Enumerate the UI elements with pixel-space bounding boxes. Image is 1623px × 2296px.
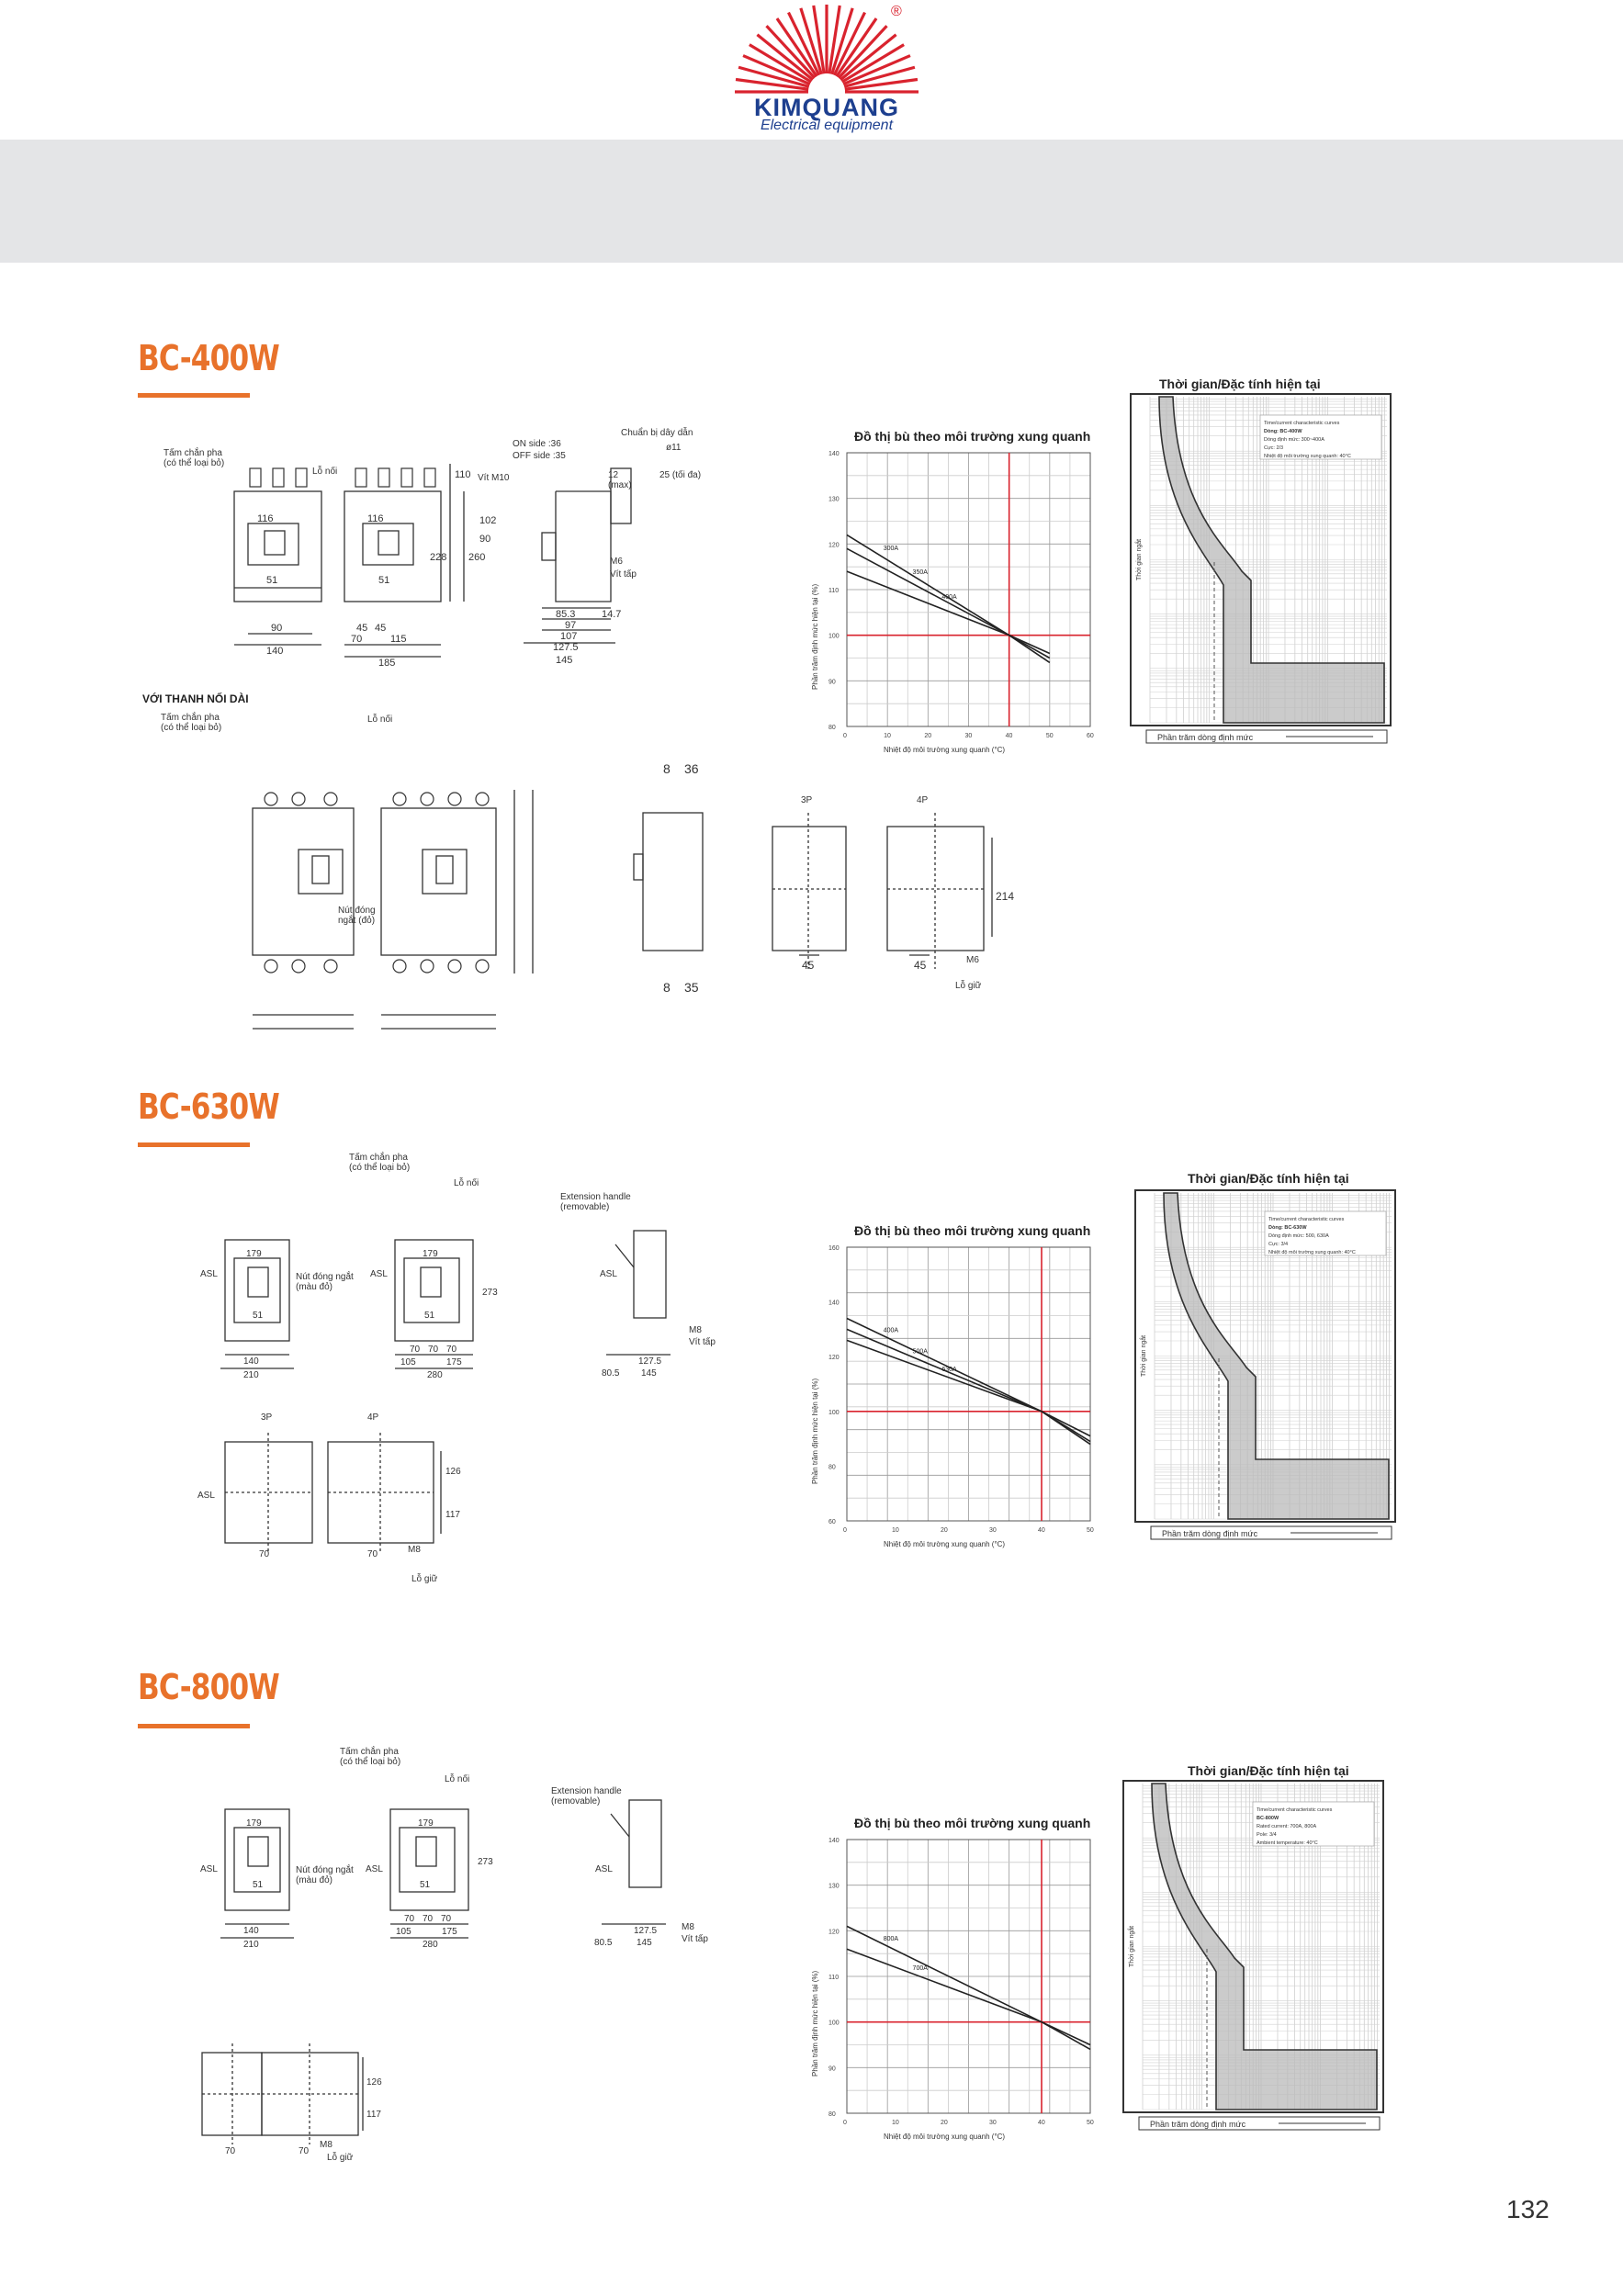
dim-70c: 70 — [446, 1345, 457, 1355]
tc-x-axis-label: Phần trăm dòng định mức — [1157, 733, 1254, 742]
label-tap-screw: Vít tấp — [689, 1337, 716, 1347]
dim-51b: 51 — [420, 1880, 431, 1890]
terminal — [250, 468, 261, 487]
temp-compensation-chart-bc800w — [808, 1832, 1111, 2144]
label-asl-b: ASL — [366, 1864, 383, 1874]
x-tick-label: 50 — [1087, 2120, 1094, 2126]
y-axis-label: Phần trăm định mức hiện tại (%) — [811, 1378, 819, 1484]
label-max25: 25 (tối đa) — [659, 470, 702, 480]
dim-179a: 179 — [246, 1249, 262, 1259]
dim-51a: 51 — [266, 575, 278, 586]
y-axis-label: Phần trăm định mức hiện tại (%) — [811, 583, 819, 690]
tc-legend-line: Nhiệt độ môi trường xung quanh: 40°C — [1264, 454, 1351, 459]
dim-273: 273 — [482, 1288, 498, 1298]
dim-102: 102 — [479, 515, 497, 526]
tc-legend-line: BC-800W — [1257, 1816, 1279, 1821]
x-tick-label: 10 — [884, 733, 891, 739]
label-m8: M8 — [689, 1325, 702, 1335]
page-number: 132 — [1506, 2195, 1550, 2223]
model-underline — [138, 1724, 250, 1728]
label-m8-2: M8 — [320, 2140, 332, 2150]
dim-175: 175 — [442, 1927, 457, 1937]
dim-70d: 70 — [259, 1549, 270, 1559]
y-tick-label: 100 — [828, 1409, 840, 1416]
time-current-chart-bc800w — [1122, 1780, 1384, 2133]
label-with-extension: VỚI THANH NỐI DÀI — [142, 692, 249, 705]
tc-legend — [1260, 415, 1381, 459]
dim-126: 126 — [366, 2077, 382, 2088]
label-3p: 3P — [801, 795, 813, 805]
x-axis-label: Nhiệt độ môi trường xung quanh (°C) — [884, 2133, 1006, 2141]
dim-228: 228 — [430, 552, 447, 563]
model-underline — [138, 393, 250, 398]
y-tick-label: 80 — [828, 725, 836, 731]
terminal-hole — [421, 793, 434, 805]
x-tick-label: 30 — [989, 1527, 997, 1534]
dim-179b: 179 — [418, 1818, 434, 1829]
temp-chart-title-bc630w: Đồ thị bù theo môi trường xung quanh — [854, 1223, 1091, 1238]
dim-80-5: 80.5 — [602, 1368, 620, 1379]
tc-legend-line: Dòng: BC-400W — [1264, 429, 1302, 434]
x-tick-label: 10 — [892, 2120, 899, 2126]
dim-70: 70 — [351, 634, 363, 645]
y-tick-label: 120 — [828, 1929, 840, 1936]
mounting-plate-drawing-bc400w — [772, 808, 1015, 974]
tc-legend — [1265, 1211, 1386, 1255]
dim-210: 210 — [243, 1940, 259, 1950]
terminal-hole — [292, 960, 305, 973]
y-tick-label: 130 — [828, 1883, 840, 1890]
dim-145: 145 — [556, 655, 573, 666]
dim-115: 115 — [390, 634, 407, 645]
dim-97: 97 — [565, 620, 577, 631]
dimension-drawing-bc800w — [184, 1745, 772, 2156]
terminal — [401, 468, 412, 487]
label-asl-a: ASL — [200, 1269, 218, 1279]
terminal-hole — [265, 793, 277, 805]
dim-70e: 70 — [367, 1549, 378, 1559]
dim-280: 280 — [423, 1940, 438, 1950]
terminal-hole — [324, 793, 337, 805]
dim-179a: 179 — [246, 1818, 262, 1829]
dim-35: 35 — [684, 980, 699, 995]
dim-185: 185 — [378, 658, 396, 669]
dim-179b: 179 — [423, 1249, 438, 1259]
label-3p: 3P — [261, 1412, 273, 1423]
y-axis-label: Phần trăm định mức hiện tại (%) — [811, 1970, 819, 2077]
terminal — [296, 468, 307, 487]
series-label: 300A — [883, 545, 899, 552]
dim-90b: 90 — [479, 534, 491, 545]
label-holder-hole: Lỗ giữ — [327, 2153, 354, 2163]
tc-legend-line: Time/current characteristic curves — [1257, 1807, 1333, 1813]
terminal — [355, 468, 366, 487]
label-4p: 4P — [367, 1412, 379, 1423]
terminal-hole — [448, 960, 461, 973]
y-tick-label: 100 — [828, 633, 840, 640]
tc-legend-line: Cực: 2/3 — [1264, 445, 1284, 451]
y-tick-label: 110 — [828, 1975, 840, 1981]
label-m6-2: M6 — [966, 955, 979, 965]
registered-mark: ® — [891, 4, 902, 19]
x-tick-label: 0 — [843, 733, 847, 739]
dim-116b: 116 — [367, 513, 384, 524]
dim-45a: 45 — [356, 623, 368, 634]
label-phase-barrier-2: Tấm chắn pha (có thể loại bỏ) — [161, 713, 222, 733]
x-tick-label: 50 — [1045, 733, 1054, 739]
series-label: 700A — [912, 1965, 928, 1973]
terminal-hole — [393, 960, 406, 973]
series-label: 350A — [912, 569, 928, 577]
tc-y-axis-label: Thời gian ngắt — [1141, 1334, 1147, 1377]
terminal — [378, 468, 389, 487]
model-title-bc630w: BC-630W — [138, 1086, 279, 1127]
terminal-hole — [476, 960, 489, 973]
temp-compensation-chart-bc630w — [808, 1240, 1111, 1552]
tc-legend — [1253, 1802, 1374, 1846]
label-asl-c: ASL — [600, 1269, 617, 1279]
label-extension-handle: Extension handle (removable) — [551, 1786, 622, 1806]
series-label: 400A — [883, 1327, 899, 1334]
tc-x-axis-label: Phần trăm dòng định mức — [1162, 1529, 1258, 1538]
x-tick-label: 30 — [989, 2120, 997, 2126]
dim-140: 140 — [243, 1926, 259, 1936]
model-underline — [138, 1142, 250, 1147]
dim-105: 105 — [400, 1357, 416, 1367]
dim-105: 105 — [396, 1927, 411, 1937]
dim-85-3: 85.3 — [556, 609, 576, 620]
x-tick-label: 40 — [1038, 1527, 1045, 1534]
terminal — [424, 468, 435, 487]
dim-51b: 51 — [424, 1311, 435, 1321]
series-label: 400A — [941, 594, 957, 602]
x-tick-label: 20 — [924, 733, 932, 739]
label-4p: 4P — [917, 795, 929, 805]
tc-legend-line: Dòng định mức: 300~400A — [1264, 437, 1324, 443]
x-tick-label: 40 — [1038, 2120, 1045, 2126]
tc-legend-line: Time/current characteristic curves — [1264, 421, 1340, 426]
model-title-bc400w: BC-400W — [138, 338, 279, 378]
terminal-hole — [448, 793, 461, 805]
model-title-bc800w: BC-800W — [138, 1667, 279, 1707]
y-tick-label: 160 — [828, 1245, 840, 1252]
dim-116a: 116 — [257, 513, 274, 524]
label-trip-button: Nút đóng ngắt (đỏ) — [338, 906, 376, 926]
tc-legend-line: Nhiệt độ môi trường xung quanh: 40°C — [1268, 1250, 1356, 1255]
tc-chart-title-bc800w: Thời gian/Đặc tính hiện tại — [1188, 1763, 1349, 1778]
dim-8a: 8 — [663, 761, 671, 776]
dim-260: 260 — [468, 552, 486, 563]
y-tick-label: 130 — [828, 496, 840, 503]
dim-51a: 51 — [253, 1311, 264, 1321]
terminal-hole — [393, 793, 406, 805]
terminal-hole — [265, 960, 277, 973]
dim-8b: 8 — [663, 980, 671, 995]
dim-70b: 70 — [428, 1345, 439, 1355]
tc-legend-line: Dòng: BC-630W — [1268, 1225, 1307, 1231]
y-tick-label: 100 — [828, 2020, 840, 2027]
header-band — [0, 140, 1623, 263]
x-tick-label: 20 — [941, 1527, 948, 1534]
x-tick-label: 30 — [964, 733, 973, 739]
label-connection-hole-2: Lỗ nối — [367, 715, 393, 725]
y-tick-label: 80 — [828, 2111, 836, 2118]
label-phi11: ø11 — [666, 443, 682, 453]
dim-145: 145 — [637, 1938, 652, 1948]
dim-107: 107 — [560, 631, 578, 642]
x-axis-label: Nhiệt độ môi trường xung quanh (°C) — [884, 746, 1006, 754]
y-tick-label: 80 — [828, 1464, 836, 1471]
tc-x-axis-label: Phần trăm dòng định mức — [1150, 2120, 1246, 2129]
time-current-chart-bc400w — [1130, 393, 1392, 747]
dim-45d: 45 — [914, 959, 927, 972]
dim-70a: 70 — [404, 1914, 415, 1924]
dim-117: 117 — [445, 1510, 460, 1520]
x-tick-label: 20 — [941, 2120, 948, 2126]
dim-127-5: 127.5 — [634, 1926, 658, 1936]
series-label: 630A — [941, 1367, 957, 1374]
time-current-chart-bc630w — [1134, 1189, 1396, 1543]
series-label: 800A — [883, 1935, 899, 1942]
dim-51b: 51 — [378, 575, 390, 586]
tc-legend-line: Time/current characteristic curves — [1268, 1217, 1345, 1222]
x-tick-label: 10 — [892, 1527, 899, 1534]
dim-175: 175 — [446, 1357, 462, 1367]
label-phase-barrier: Tấm chắn pha (có thể loại bỏ) — [349, 1153, 411, 1173]
label-wire-prep: Chuẩn bị dây dẫn — [621, 428, 693, 438]
x-tick-label: 60 — [1087, 733, 1094, 739]
dim-70b: 70 — [423, 1914, 434, 1924]
label-max12: 12 (max) — [608, 470, 632, 490]
label-tap-screw: Vít tấp — [682, 1934, 708, 1944]
x-tick-label: 0 — [843, 2120, 847, 2126]
x-axis-label: Nhiệt độ môi trường xung quanh (°C) — [884, 1540, 1006, 1548]
label-asl-b: ASL — [370, 1269, 388, 1279]
dim-70d: 70 — [225, 2146, 236, 2156]
terminal-hole — [476, 793, 489, 805]
y-tick-label: 140 — [828, 1300, 840, 1307]
x-tick-label: 0 — [843, 1527, 847, 1534]
dim-127-5: 127.5 — [638, 1356, 662, 1367]
tc-legend-line: Ambient temperature: 40°C — [1257, 1840, 1318, 1846]
dim-80-5: 80.5 — [594, 1938, 613, 1948]
label-phase-barrier: Tấm chắn pha (có thể loại bỏ) — [163, 448, 225, 468]
label-trip-button: Nút đóng ngắt (màu đỏ) — [296, 1272, 354, 1292]
dim-126: 126 — [445, 1467, 461, 1477]
label-connection-hole: Lỗ nối — [445, 1774, 470, 1784]
tc-legend-line: Dòng định mức: 500, 630A — [1268, 1233, 1329, 1239]
temp-compensation-chart-bc400w — [808, 445, 1111, 758]
dimension-drawing-bc630w — [184, 1176, 772, 1580]
y-tick-label: 110 — [828, 588, 840, 594]
y-tick-label: 140 — [828, 451, 840, 457]
dim-70a: 70 — [410, 1345, 421, 1355]
dim-117: 117 — [366, 2110, 381, 2120]
label-off-side: OFF side :35 — [513, 451, 566, 461]
temp-chart-title-bc400w: Đồ thị bù theo môi trường xung quanh — [854, 429, 1091, 444]
label-m8: M8 — [682, 1922, 694, 1932]
dim-127-5: 127.5 — [553, 642, 579, 653]
dim-51a: 51 — [253, 1880, 264, 1890]
label-trip-button: Nút đóng ngắt (màu đỏ) — [296, 1865, 354, 1885]
y-tick-label: 120 — [828, 542, 840, 549]
x-tick-label: 40 — [1005, 733, 1013, 739]
dim-140: 140 — [266, 646, 284, 657]
y-tick-label: 120 — [828, 1355, 840, 1362]
tc-legend-line: Cực: 3/4 — [1268, 1242, 1289, 1247]
tc-chart-title-bc400w: Thời gian/Đặc tính hiện tại — [1159, 377, 1321, 391]
dim-214: 214 — [996, 890, 1015, 903]
label-connection-hole: Lỗ nối — [454, 1178, 479, 1188]
label-holder-hole: Lỗ giữ — [411, 1574, 438, 1584]
brand-tagline: Electrical equipment — [760, 118, 894, 133]
y-tick-label: 60 — [828, 1519, 836, 1525]
dim-45c: 45 — [802, 959, 815, 972]
y-tick-label: 140 — [828, 1838, 840, 1844]
dim-145: 145 — [641, 1368, 657, 1379]
label-asl-c: ASL — [595, 1864, 613, 1874]
terminal-hole — [421, 960, 434, 973]
x-tick-label: 50 — [1087, 1527, 1094, 1534]
brand-name: KIMQUANG — [754, 94, 899, 121]
temp-chart-title-bc800w: Đồ thị bù theo môi trường xung quanh — [854, 1816, 1091, 1830]
label-connection-hole: Lỗ nối — [312, 467, 338, 477]
label-on-side: ON side :36 — [513, 439, 561, 449]
label-holder-hole: Lỗ giữ — [955, 981, 982, 991]
dim-70c: 70 — [441, 1914, 452, 1924]
dim-45b: 45 — [375, 623, 387, 634]
tc-y-axis-label: Thời gian ngắt — [1129, 1925, 1135, 1967]
series-label: 500A — [912, 1348, 928, 1356]
tc-legend-line: Pole: 3/4 — [1257, 1832, 1277, 1838]
label-extension-handle: Extension handle (removable) — [560, 1192, 631, 1212]
terminal-hole — [324, 960, 337, 973]
terminal — [273, 468, 284, 487]
dim-273: 273 — [478, 1857, 493, 1867]
dim-280: 280 — [427, 1370, 443, 1380]
tc-legend-line: Rated current: 700A, 800A — [1257, 1824, 1317, 1829]
dim-70e: 70 — [299, 2146, 310, 2156]
tc-chart-title-bc630w: Thời gian/Đặc tính hiện tại — [1188, 1171, 1349, 1186]
dim-210: 210 — [243, 1370, 259, 1380]
label-asl-d: ASL — [197, 1491, 215, 1501]
tc-y-axis-label: Thời gian ngắt — [1136, 538, 1143, 580]
y-tick-label: 90 — [828, 2065, 836, 2073]
label-m6: M6 — [610, 557, 623, 567]
dimension-drawing-bc400w — [138, 404, 744, 1065]
y-tick-label: 90 — [828, 679, 836, 686]
dim-90: 90 — [271, 623, 283, 634]
terminal-hole — [292, 793, 305, 805]
dim-140: 140 — [243, 1356, 259, 1367]
label-phase-barrier: Tấm chắn pha (có thể loại bỏ) — [340, 1747, 401, 1767]
dim-14-7: 14.7 — [602, 609, 622, 620]
dim-36: 36 — [684, 761, 699, 776]
label-asl-a: ASL — [200, 1864, 218, 1874]
label-tap-screw: Vít tấp — [610, 569, 637, 580]
label-m8-2: M8 — [408, 1545, 421, 1555]
dim-110: 110 — [455, 469, 471, 480]
label-screw-m10: Vít M10 — [478, 473, 510, 483]
